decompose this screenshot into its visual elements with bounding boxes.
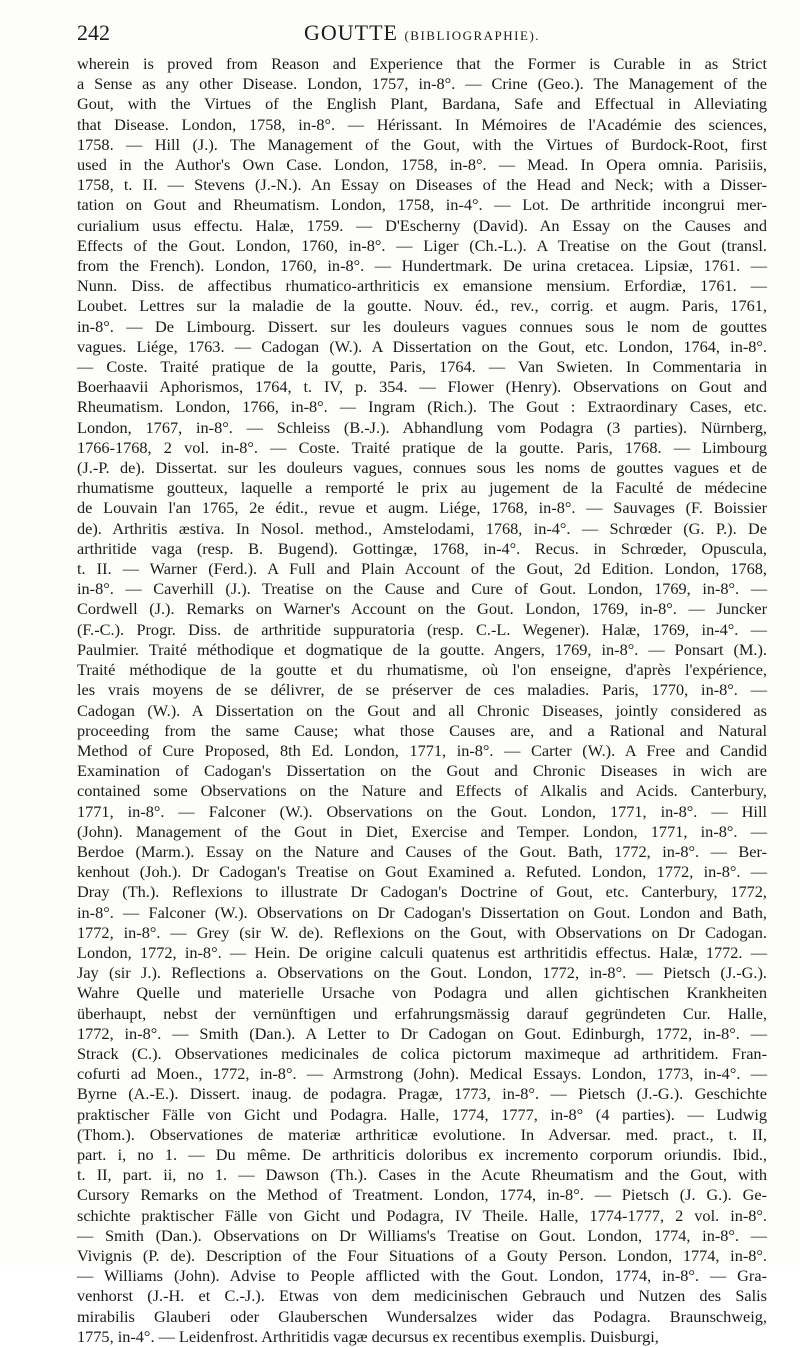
- text-line: 1771, in-8°. — Falconer (W.). Observations on the Gout. London, 1771, in-8°. — Hill: [77, 801, 767, 821]
- text-line: — Smith (Dan.). Observations on Dr Williams's Treatise on Gout. London, 1774, in-8°. —: [77, 1225, 767, 1245]
- text-line: de). Arthritis æstiva. In Nosol. method., Amstelodami, 1768, in-4°. — Schrœder (G. P.). De: [77, 518, 767, 538]
- text-line: (John). Management of the Gout in Diet, Exercise and Temper. London, 1771, in-8°. —: [77, 821, 767, 841]
- text-line: Cordwell (J.). Remarks on Warner's Account on the Gout. London, 1769, in-8°. — Juncker: [77, 599, 767, 619]
- text-line: t. II, part. ii, no 1. — Dawson (Th.). Cases in the Acute Rheumatism and the Gout, with: [77, 1165, 767, 1185]
- text-line: schichte praktischer Fälle von Gicht und Podagra, IV Theile. Halle, 1774-1777, 2 vol. in-8°.: [77, 1205, 767, 1225]
- text-line: in-8°. — Caverhill (J.). Treatise on the Cause and Cure of Gout. London, 1769, in-8°. —: [77, 579, 767, 599]
- text-line: venhorst (J.-H. et C.-J.). Etwas von dem medicinischen Gebrauch und Nutzen des Salis: [77, 1286, 767, 1306]
- text-line: 1772, in-8°. — Grey (sir W. de). Reflexions on the Gout, with Observations on Dr Cadogan.: [77, 922, 767, 942]
- text-line: Nunn. Diss. de affectibus rhumatico-arthriticis ex emansione mensium. Erfordiæ, 1761. —: [77, 276, 767, 296]
- text-line: Dray (Th.). Reflexions to illustrate Dr Cadogan's Doctrine of Gout, etc. Canterbury, 1772,: [77, 882, 767, 902]
- text-line: (J.-P. de). Dissertat. sur les douleurs vagues, connues sous les noms de gouttes vagues et de: [77, 458, 767, 478]
- text-line: 1772, in-8°. — Smith (Dan.). A Letter to Dr Cadogan on Gout. Edinburgh, 1772, in-8°. —: [77, 1023, 767, 1043]
- text-line: mirabilis Glauberi oder Glauberschen Wundersalzes wider das Podagra. Braunschweig,: [77, 1306, 767, 1326]
- text-line: proceeding from the same Cause; what those Causes are, and a Rational and Natural: [77, 720, 767, 740]
- text-line: Loubet. Lettres sur la maladie de la goutte. Nouv. éd., rev., corrig. et augm. Paris, 1761,: [77, 296, 767, 316]
- text-line: — Williams (John). Advise to People afflicted with the Gout. London, 1774, in-8°. — Gra-: [77, 1266, 767, 1286]
- text-line: (F.-C.). Progr. Diss. de arthritide suppuratoria (resp. C.-L. Wegener). Halæ, 1769, in-4°. —: [77, 619, 767, 639]
- text-line: Cursory Remarks on the Method of Treatment. London, 1774, in-8°. — Pietsch (J. G.). Ge-: [77, 1185, 767, 1205]
- text-line: vagues. Liége, 1763. — Cadogan (W.). A Dissertation on the Gout, etc. London, 1764, in-8°.: [77, 336, 767, 356]
- text-line: rhumatisme goutteux, laquelle a remporté le prix au jugement de la Faculté de médecine: [77, 478, 767, 498]
- text-line: 1766-1768, 2 vol. in-8°. — Coste. Traité pratique de la goutte. Paris, 1768. — Limbourg: [77, 437, 767, 457]
- text-line: Strack (C.). Observationes medicinales de colica pictorum maximeque ad arthritidem. Fran-: [77, 1043, 767, 1063]
- text-line: Boerhaavii Aphorismos, 1764, t. IV, p. 354. — Flower (Henry). Observations on Gout and: [77, 377, 767, 397]
- text-line: 1758, t. II. — Stevens (J.-N.). An Essay on Diseases of the Head and Neck; with a Disser-: [77, 175, 767, 195]
- text-line: London, 1772, in-8°. — Hein. De origine calculi quatenus est arthritidis effectus. Halæ, 1772. —: [77, 942, 767, 962]
- text-line: Traité méthodique de la goutte et du rhumatisme, où l'on enseigne, d'après l'expérience,: [77, 660, 767, 680]
- running-title-subtitle: (BIBLIOGRAPHIE).: [404, 28, 541, 43]
- text-line: curialium usus effectu. Halæ, 1759. — D'Escherny (David). An Essay on the Causes and: [77, 215, 767, 235]
- text-line: Effects of the Gout. London, 1760, in-8°. — Liger (Ch.-L.). A Treatise on the Gout (transl.: [77, 235, 767, 255]
- text-line: tation on Gout and Rheumatism. London, 1758, in-4°. — Lot. De arthritide incongrui mer-: [77, 195, 767, 215]
- text-line: Rheumatism. London, 1766, in-8°. — Ingram (Rich.). The Gout : Extraordinary Cases, etc.: [77, 397, 767, 417]
- text-line: Method of Cure Proposed, 8th Ed. London, 1771, in-8°. — Carter (W.). A Free and Candid: [77, 740, 767, 760]
- text-line: 1758. — Hill (J.). The Management of the Gout, with the Virtues of Burdock-Root, first: [77, 134, 767, 154]
- text-line: (Thom.). Observationes de materiæ arthriticæ evolutione. In Adversar. med. pract., t. II,: [77, 1124, 767, 1144]
- text-line: de Louvain l'an 1765, 2e édit., revue et augm. Liége, 1768, in-8°. — Sauvages (F. Boissier: [77, 498, 767, 518]
- text-line: Byrne (A.-E.). Dissert. inaug. de podagra. Pragæ, 1773, in-8°. — Pietsch (J.-G.). Geschichte: [77, 1084, 767, 1104]
- text-line: — Coste. Traité pratique de la goutte, Paris, 1764. — Van Swieten. In Commentaria in: [77, 357, 767, 377]
- text-line: part. i, no 1. — Du même. De arthriticis doloribus ex incremento corporum oriundis. Ibid.,: [77, 1144, 767, 1164]
- text-line: cofurti ad Moen., 1772, in-8°. — Armstrong (John). Medical Essays. London, 1773, in-4°. —: [77, 1064, 767, 1084]
- text-line: Gout, with the Virtues of the English Plant, Bardana, Safe and Effectual in Alleviating: [77, 94, 767, 114]
- bibliography-text: [77, 54, 767, 1346]
- running-title: [77, 20, 767, 46]
- text-line: Paulmier. Traité méthodique et dogmatique de la goutte. Angers, 1769, in-8°. — Ponsart (M.).: [77, 639, 767, 659]
- text-line: les vrais moyens de se délivrer, de se préserver de ces maladies. Paris, 1770, in-8°. —: [77, 680, 767, 700]
- text-line: t. II. — Warner (Ferd.). A Full and Plain Account of the Gout, 2d Edition. London, 1768,: [77, 559, 767, 579]
- text-line: Berdoe (Marm.). Essay on the Nature and Causes of the Gout. Bath, 1772, in-8°. — Ber-: [77, 841, 767, 861]
- text-line: Examination of Cadogan's Dissertation on the Gout and Chronic Diseases in wich are: [77, 761, 767, 781]
- text-line: Jay (sir J.). Reflections a. Observations on the Gout. London, 1772, in-8°. — Pietsch (J.-G.).: [77, 963, 767, 983]
- running-title-main: GOUTTE: [303, 20, 398, 45]
- text-line: arthritide vaga (resp. B. Bugend). Gottingæ, 1768, in-4°. Recus. in Schrœder, Opuscula,: [77, 538, 767, 558]
- text-line: London, 1767, in-8°. — Schleiss (B.-J.). Abhandlung vom Podagra (3 parties). Nürnberg,: [77, 417, 767, 437]
- text-line: 1775, in-4°. — Leidenfrost. Arthritidis vagæ decursus ex recentibus exemplis. Duisburgi,: [77, 1326, 659, 1346]
- text-line: praktischer Fälle von Gicht und Podagra. Halle, 1774, 1777, in-8° (4 parties). — Ludwig: [77, 1104, 767, 1124]
- text-line: in-8°. — De Limbourg. Dissert. sur les douleurs vagues connues sous le nom de gouttes: [77, 316, 767, 336]
- page-number: 242: [77, 20, 110, 45]
- text-line: from the French). London, 1760, in-8°. — Hundertmark. De urina cretacea. Lipsiæ, 1761. —: [77, 256, 767, 276]
- text-line: überhaupt, nebst der vernünftigen und erfahrungsmässig darauf gegründeten Cur. Halle,: [77, 1003, 767, 1023]
- text-line: Vivignis (P. de). Description of the Four Situations of a Gouty Person. London, 1774, in-8°.: [77, 1245, 767, 1265]
- text-line: that Disease. London, 1758, in-8°. — Hérissant. In Mémoires de l'Académie des sciences,: [77, 114, 767, 134]
- page-header: [77, 18, 767, 48]
- text-line: in-8°. — Falconer (W.). Observations on Dr Cadogan's Dissertation on Gout. London and Bath,: [77, 902, 767, 922]
- text-line: Wahre Quelle und materielle Ursache von Podagra und allen gichtischen Krankheiten: [77, 983, 767, 1003]
- text-line: kenhout (Joh.). Dr Cadogan's Treatise on Gout Examined a. Refuted. London, 1772, in-8°. —: [77, 862, 767, 882]
- text-line: used in the Author's Own Case. London, 1758, in-8°. — Mead. In Opera omnia. Parisiis,: [77, 155, 767, 175]
- text-line: a Sense as any other Disease. London, 1757, in-8°. — Crine (Geo.). The Management of the: [77, 74, 767, 94]
- text-line: contained some Observations on the Nature and Effects of Alkalis and Acids. Canterbury,: [77, 781, 767, 801]
- text-line: wherein is proved from Reason and Experience that the Former is Curable in as Strict: [77, 54, 767, 73]
- text-line: Cadogan (W.). A Dissertation on the Gout and all Chronic Diseases, jointly considered as: [77, 700, 767, 720]
